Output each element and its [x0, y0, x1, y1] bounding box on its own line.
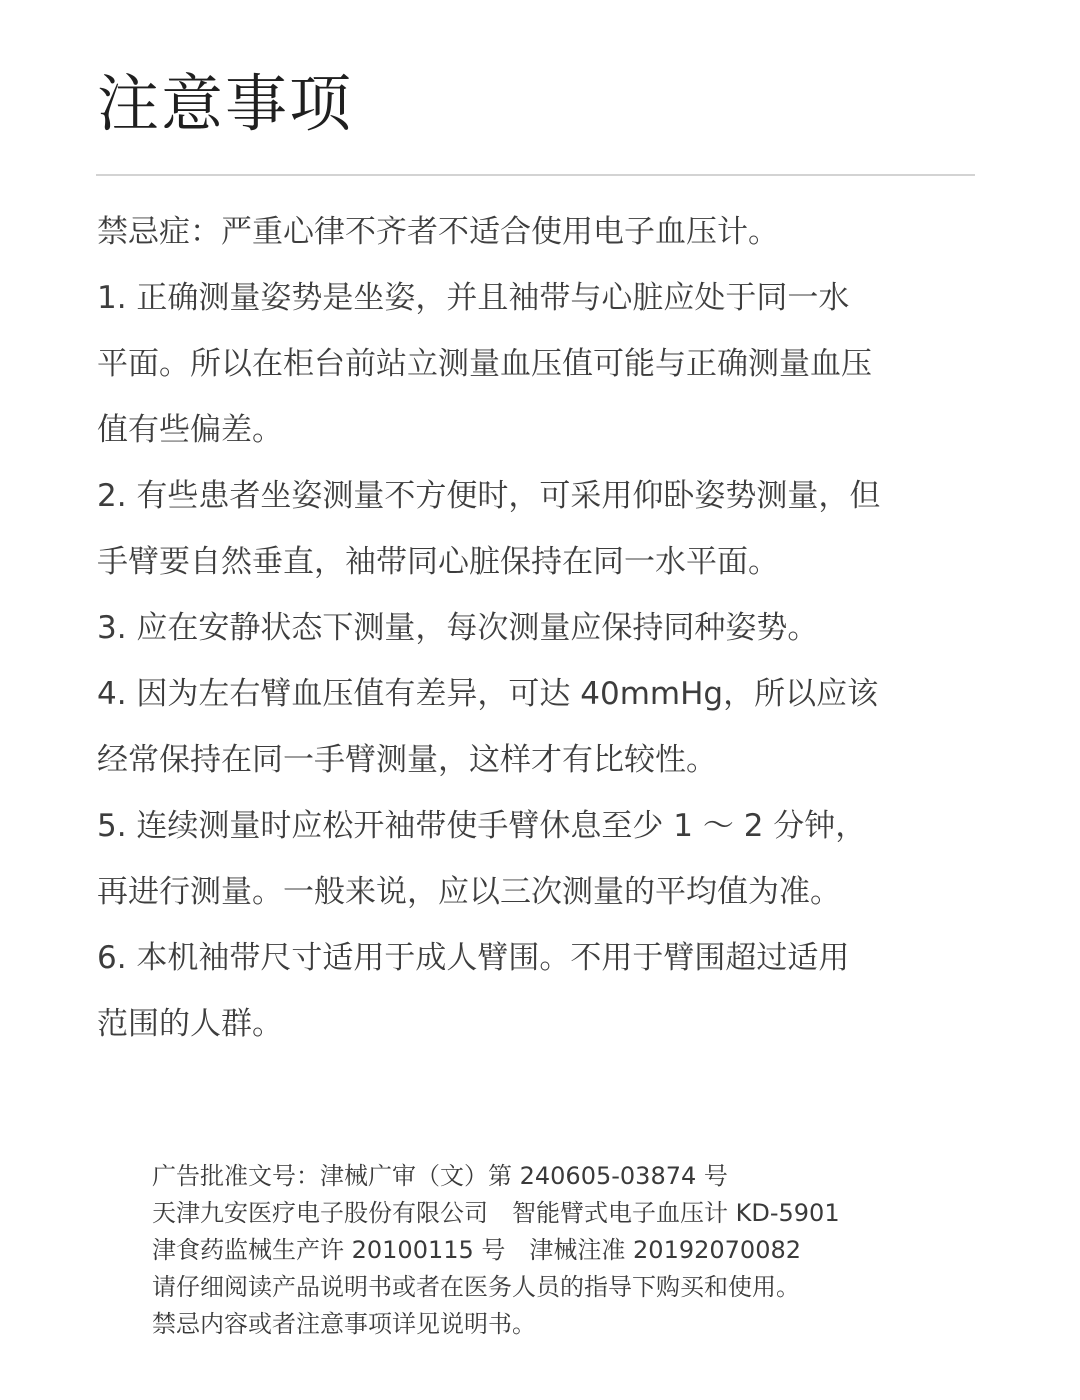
advisory-text: 请仔细阅读产品说明书或者在医务人员的指导下购买和使用。: [152, 1273, 800, 1301]
notice-line: 再进行测量。一般来说，应以三次测量的平均值为准。: [97, 874, 841, 910]
notice-line: 6. 本机袖带尺寸适用于成人臂围。不用于臂围超过适用: [97, 940, 850, 976]
notice-line: 2. 有些患者坐姿测量不方便时，可采用仰卧姿势测量，但: [97, 478, 881, 514]
notice-line: 4. 因为左右臂血压值有差异，可达 40mmHg，所以应该: [97, 676, 879, 712]
manufacturer-product: 天津九安医疗电子股份有限公司 智能臂式电子血压计 KD-5901: [152, 1199, 840, 1227]
license-registration: 津食药监械生产许 20100115 号 津械注准 20192070082: [152, 1236, 802, 1264]
notice-line: 3. 应在安静状态下测量，每次测量应保持同种姿势。: [97, 610, 819, 646]
ad-approval-number: 广告批准文号：津械广审（文）第 240605-03874 号: [152, 1162, 728, 1190]
notice-line: 1. 正确测量姿势是坐姿，并且袖带与心脏应处于同一水: [97, 280, 850, 316]
notice-line: 平面。所以在柜台前站立测量血压值可能与正确测量血压: [97, 346, 872, 382]
notice-line: 经常保持在同一手臂测量，这样才有比较性。: [97, 742, 717, 778]
contraindication-line: 禁忌症：严重心律不齐者不适合使用电子血压计。: [97, 214, 779, 250]
regulatory-footer: [152, 1158, 1012, 1343]
notice-line: 手臂要自然垂直，袖带同心脏保持在同一水平面。: [97, 544, 779, 580]
notice-line: 值有些偏差。: [97, 412, 283, 448]
notice-line: 5. 连续测量时应松开袖带使手臂休息至少 1 ～ 2 分钟，: [97, 808, 867, 844]
title-divider: [96, 174, 975, 176]
contraindication-reference: 禁忌内容或者注意事项详见说明书。: [152, 1310, 536, 1338]
page-title: 注意事项: [97, 67, 354, 140]
notice-list: [97, 199, 982, 1057]
notice-line: 范围的人群。: [97, 1006, 283, 1042]
